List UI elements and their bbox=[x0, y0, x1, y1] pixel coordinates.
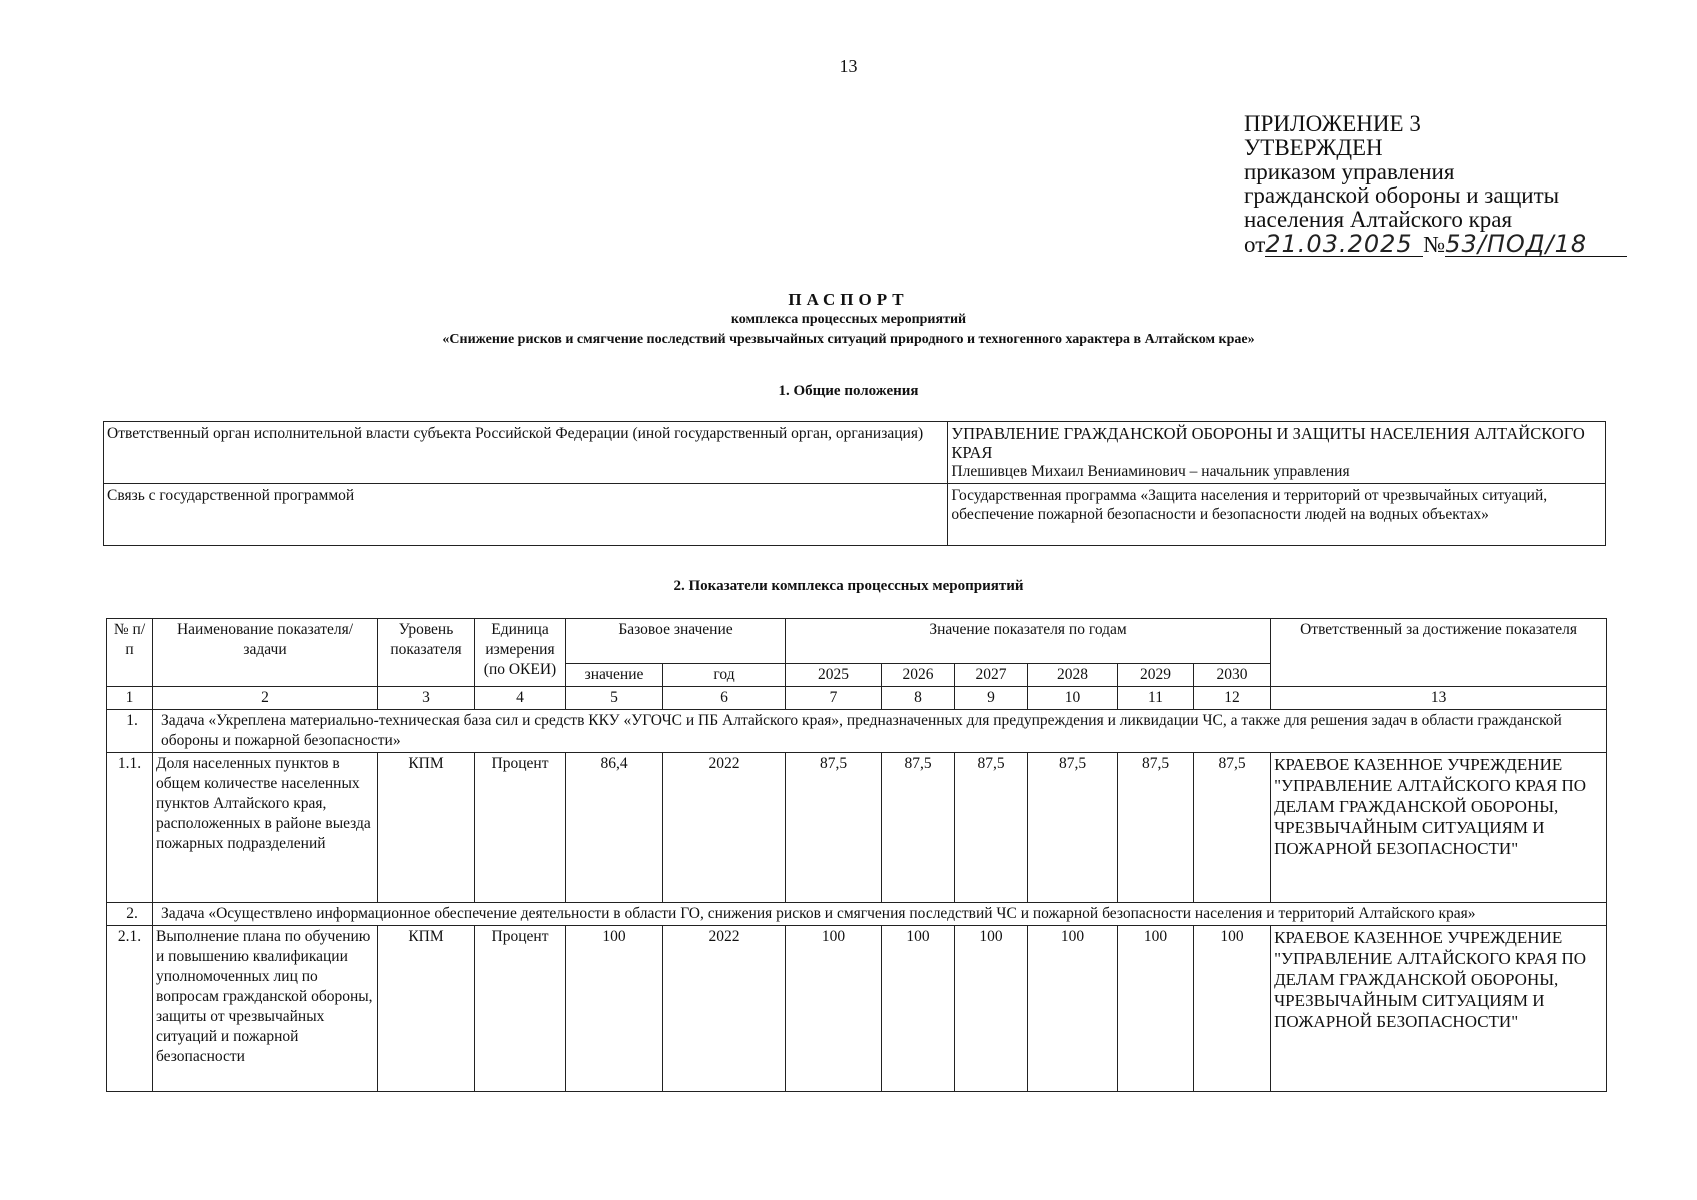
indicator-base-year: 2022 bbox=[663, 926, 786, 1092]
header-base-year: год bbox=[663, 664, 786, 687]
indicator-num: 2.1. bbox=[107, 926, 153, 1092]
task-row bbox=[107, 903, 1607, 926]
indicator-value-2030: 100 bbox=[1194, 926, 1271, 1092]
responsible-head: Плешивцев Михаил Вениаминович – начальник управления bbox=[951, 463, 1350, 480]
col-number: 10 bbox=[1028, 687, 1118, 710]
approval-line-5: населения Алтайского края bbox=[1244, 207, 1513, 232]
indicator-value-2028: 100 bbox=[1028, 926, 1118, 1092]
general-value-responsible bbox=[948, 422, 1606, 484]
indicator-unit: Процент bbox=[475, 926, 566, 1092]
indicator-value-2029: 87,5 bbox=[1118, 753, 1194, 903]
general-label-responsible: Ответственный орган исполнительной власти субъекта Российской Федерации (иной государственный орган, организация) bbox=[104, 422, 948, 484]
header-year-2026: 2026 bbox=[882, 664, 955, 687]
indicator-row bbox=[107, 753, 1607, 903]
header-name: Наименование показателя/задачи bbox=[153, 619, 378, 687]
indicator-level: КПМ bbox=[378, 926, 475, 1092]
col-number: 13 bbox=[1271, 687, 1607, 710]
header-responsible: Ответственный за достижение показателя bbox=[1271, 619, 1607, 687]
task-text: Задача «Осуществлено информационное обеспечение деятельности в области ГО, снижения рисков и смягчения последствий ЧС и пожарной безопасности населения и территорий Алтайского края» bbox=[153, 903, 1607, 926]
header-base: Базовое значение bbox=[566, 619, 786, 664]
document-title bbox=[0, 290, 1697, 350]
header-num: № п/п bbox=[107, 619, 153, 687]
indicator-base-value: 100 bbox=[566, 926, 663, 1092]
indicator-value-2030: 87,5 bbox=[1194, 753, 1271, 903]
general-value-program: Государственная программа «Защита населения и территорий от чрезвычайных ситуаций, обеспечение пожарной безопасности и безопасности людей на водных объектах» bbox=[948, 484, 1606, 546]
number-sign: № bbox=[1423, 232, 1446, 257]
indicator-num: 1.1. bbox=[107, 753, 153, 903]
col-number: 5 bbox=[566, 687, 663, 710]
approval-line-4: гражданской обороны и защиты bbox=[1244, 183, 1560, 208]
indicator-value-2026: 100 bbox=[882, 926, 955, 1092]
col-number: 12 bbox=[1194, 687, 1271, 710]
col-number: 3 bbox=[378, 687, 475, 710]
page-number: 13 bbox=[839, 56, 858, 76]
header-year-2025: 2025 bbox=[786, 664, 882, 687]
indicator-unit: Процент bbox=[475, 753, 566, 903]
col-number: 8 bbox=[882, 687, 955, 710]
indicator-value-2027: 87,5 bbox=[955, 753, 1028, 903]
task-num: 1. bbox=[107, 710, 153, 753]
title-subtitle-1: комплекса процессных мероприятий bbox=[730, 312, 967, 327]
approval-order-line bbox=[1244, 232, 1627, 257]
table-row bbox=[104, 484, 1606, 546]
header-base-value: значение bbox=[566, 664, 663, 687]
handwritten-order-number: 53/ПОД/18 bbox=[1445, 232, 1627, 257]
indicator-value-2028: 87,5 bbox=[1028, 753, 1118, 903]
header-year-2029: 2029 bbox=[1118, 664, 1194, 687]
header-by-years: Значение показателя по годам bbox=[786, 619, 1271, 664]
col-number: 7 bbox=[786, 687, 882, 710]
indicator-value-2027: 100 bbox=[955, 926, 1028, 1092]
col-number: 2 bbox=[153, 687, 378, 710]
header-year-2030: 2030 bbox=[1194, 664, 1271, 687]
approval-line-2: УТВЕРЖДЕН bbox=[1244, 135, 1383, 160]
indicator-value-2026: 87,5 bbox=[882, 753, 955, 903]
indicator-name: Выполнение плана по обучению и повышению квалификации уполномоченных лиц по вопросам гражданской обороны, защиты от чрезвычайных ситуаций и пожарной безопасности bbox=[153, 926, 378, 1092]
approval-stamp-block bbox=[1244, 112, 1627, 257]
col-number: 6 bbox=[663, 687, 786, 710]
task-row bbox=[107, 710, 1607, 753]
col-number: 1 bbox=[107, 687, 153, 710]
header-year-2027: 2027 bbox=[955, 664, 1028, 687]
title-subtitle-2: «Снижение рисков и смягчение последствий чрезвычайных ситуаций природного и техногенного характера в Алтайском крае» bbox=[442, 332, 1255, 347]
indicator-value-2025: 87,5 bbox=[786, 753, 882, 903]
indicator-responsible: КРАЕВОЕ КАЗЕННОЕ УЧРЕЖДЕНИЕ "УПРАВЛЕНИЕ АЛТАЙСКОГО КРАЯ ПО ДЕЛАМ ГРАЖДАНСКОЙ ОБОРОНЫ, ЧРЕЗВЫЧАЙНЫМ СИТУАЦИЯМ И ПОЖАРНОЙ БЕЗОПАСНОСТИ" bbox=[1271, 926, 1607, 1092]
column-numbers-row bbox=[107, 687, 1607, 710]
section-1-heading: 1. Общие положения bbox=[778, 383, 919, 399]
title-main: ПАСПОРТ bbox=[788, 290, 909, 309]
approval-prefix: от bbox=[1244, 232, 1266, 257]
indicator-responsible: КРАЕВОЕ КАЗЕННОЕ УЧРЕЖДЕНИЕ "УПРАВЛЕНИЕ АЛТАЙСКОГО КРАЯ ПО ДЕЛАМ ГРАЖДАНСКОЙ ОБОРОНЫ, ЧРЕЗВЫЧАЙНЫМ СИТУАЦИЯМ И ПОЖАРНОЙ БЕЗОПАСНОСТИ" bbox=[1271, 753, 1607, 903]
col-number: 4 bbox=[475, 687, 566, 710]
indicator-base-value: 86,4 bbox=[566, 753, 663, 903]
task-num: 2. bbox=[107, 903, 153, 926]
header-year-2028: 2028 bbox=[1028, 664, 1118, 687]
table-row bbox=[104, 422, 1606, 484]
indicator-row bbox=[107, 926, 1607, 1092]
header-level: Уровень показателя bbox=[378, 619, 475, 687]
header-row-1 bbox=[107, 619, 1607, 664]
handwritten-date: 21.03.2025 bbox=[1265, 232, 1423, 257]
responsible-org: УПРАВЛЕНИЕ ГРАЖДАНСКОЙ ОБОРОНЫ И ЗАЩИТЫ НАСЕЛЕНИЯ АЛТАЙСКОГО КРАЯ bbox=[951, 424, 1585, 462]
approval-line-1: ПРИЛОЖЕНИЕ 3 bbox=[1244, 111, 1421, 136]
approval-line-3: приказом управления bbox=[1244, 159, 1455, 184]
indicator-value-2029: 100 bbox=[1118, 926, 1194, 1092]
col-number: 11 bbox=[1118, 687, 1194, 710]
indicator-name: Доля населенных пунктов в общем количестве населенных пунктов Алтайского края, расположенных в районе выезда пожарных подразделений bbox=[153, 753, 378, 903]
col-number: 9 bbox=[955, 687, 1028, 710]
indicator-level: КПМ bbox=[378, 753, 475, 903]
task-text: Задача «Укреплена материально-техническая база сил и средств ККУ «УГОЧС и ПБ Алтайского края», предназначенных для предупреждения и ликвидации ЧС, а также для решения задач в области гражданской обороны и пожарной безопасности» bbox=[153, 710, 1607, 753]
section-2-heading: 2. Показатели комплекса процессных мероприятий bbox=[673, 578, 1024, 594]
general-label-program: Связь с государственной программой bbox=[104, 484, 948, 546]
indicator-base-year: 2022 bbox=[663, 753, 786, 903]
indicator-value-2025: 100 bbox=[786, 926, 882, 1092]
general-provisions-table bbox=[103, 421, 1606, 546]
header-unit: Единица измерения (по ОКЕИ) bbox=[475, 619, 566, 687]
indicators-table bbox=[106, 618, 1607, 1092]
